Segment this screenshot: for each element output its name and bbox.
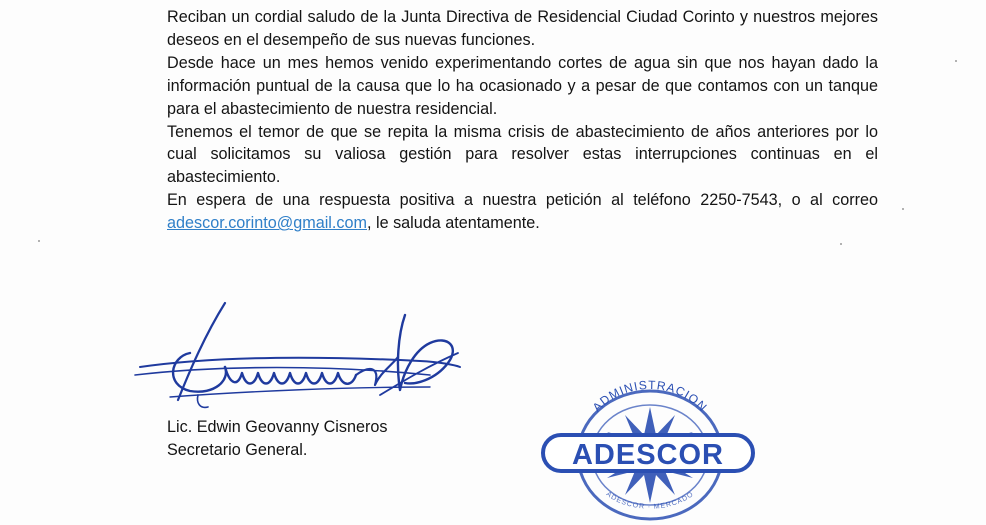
- paragraph-contact: [167, 189, 878, 235]
- paper-speck: [840, 243, 842, 245]
- seal-center-text: ADESCOR: [571, 439, 725, 471]
- paragraph-water-cuts: Desde hace un mes hemos venido experimentando cortes de agua sin que nos hayan dado la información puntual de la causa que lo ha ocasionado y a pesar de que contamos con un tanque para el abastecimiento de nuestra residencial.: [167, 53, 878, 118]
- paper-speck: [955, 60, 957, 62]
- contact-text-before: En espera de una respuesta positiva a nuestra petición al teléfono 2250-7543, o al correo: [167, 191, 878, 210]
- contact-text-after: , le saluda atentamente.: [366, 214, 540, 233]
- signer-block: [167, 416, 387, 462]
- seal-top-text: ADMINISTRACION: [589, 377, 711, 415]
- signer-name: Lic. Edwin Geovanny Cisneros: [167, 418, 388, 436]
- email-link[interactable]: adescor.corinto@gmail.com: [167, 214, 367, 233]
- paper-speck: [902, 208, 904, 210]
- adescor-seal: [535, 377, 760, 522]
- paper-speck: [38, 240, 40, 242]
- letter-body: [167, 6, 878, 235]
- paragraph-request: Tenemos el temor de que se repita la misma crisis de abastecimiento de años anteriores por lo cual solicitamos su valiosa gestión para resolver estas interrupciones continuas en el abastecimiento.: [167, 122, 878, 187]
- seal-bottom-text: ADESCOR · MERCADO: [604, 490, 696, 511]
- handwritten-signature: [130, 295, 480, 420]
- paragraph-greeting: Reciban un cordial saludo de la Junta Directiva de Residencial Ciudad Corinto y nuestros mejores deseos en el desempeño de sus nuevas funciones.: [167, 8, 878, 49]
- signer-title: Secretario General.: [167, 440, 308, 459]
